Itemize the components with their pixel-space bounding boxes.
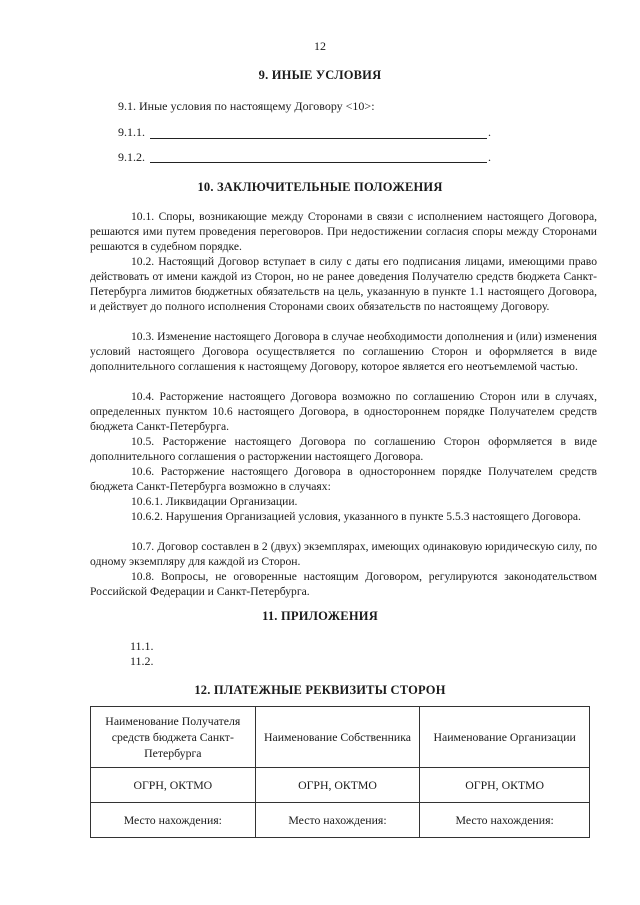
organization-ogrn-cell: ОГРН, ОКТМО: [420, 768, 590, 803]
organization-location-cell: Место нахождения:: [420, 803, 590, 838]
table-row: [91, 803, 590, 838]
clause-9-1-2-label: 9.1.2.: [118, 150, 145, 164]
paragraph-10-5: 10.5. Расторжение настоящего Договора по соглашению Сторон оформляется в виде дополнительного соглашения о расторжении настоящего Договора.: [90, 435, 597, 463]
section-10-heading: 10. ЗАКЛЮЧИТЕЛЬНЫЕ ПОЛОЖЕНИЯ: [197, 180, 443, 194]
table-header-row: [91, 707, 590, 768]
section-11-heading: 11. ПРИЛОЖЕНИЯ: [262, 609, 378, 623]
appendix-11-1: 11.1.: [130, 639, 154, 653]
paragraph-10-2: 10.2. Настоящий Договор вступает в силу с даты его подписания лицами, имеющими право действовать от имени каждой из Сторон, но не ранее доведения Получателю средств бюджета Санкт-Петербурга лимитов бюджетных обязательств на цель, указанную в пункте 1.1 настоящего Договора, и действует до полного исполнения Сторонами своих обязательств по настоящему Договору.: [90, 255, 597, 313]
paragraph-10-1: 10.1. Споры, возникающие между Сторонами в связи с исполнением настоящего Договора, решаются ими путем проведения переговоров. При недостижении согласия споры между Сторонами решаются в судебном порядке.: [90, 210, 597, 253]
organization-name-cell: Наименование Организации: [420, 707, 590, 768]
clause-9-1-1-blank[interactable]: [150, 138, 487, 139]
clause-9-1-1-period: .: [488, 125, 491, 139]
paragraph-10-6-1: 10.6.1. Ликвидации Организации.: [131, 495, 298, 508]
owner-location-cell: Место нахождения:: [255, 803, 420, 838]
owner-name-cell: Наименование Собственника: [255, 707, 420, 768]
recipient-ogrn-cell: ОГРН, ОКТМО: [91, 768, 256, 803]
section-9-heading: 9. ИНЫЕ УСЛОВИЯ: [258, 68, 382, 82]
payment-details-table: [90, 706, 590, 838]
clause-9-1-2-period: .: [488, 150, 491, 164]
recipient-name-cell: Наименование Получателя средств бюджета Санкт-Петербурга: [91, 707, 256, 768]
recipient-location-cell: Место нахождения:: [91, 803, 256, 838]
table-row: [91, 768, 590, 803]
page-number: 12: [314, 39, 326, 53]
paragraph-10-4: 10.4. Расторжение настоящего Договора возможно по соглашению Сторон или в случаях, определенных пунктом 10.6 настоящего Договора, в одностороннем порядке Получателем средств бюджета Санкт-Петербурга.: [90, 390, 597, 433]
section-12-heading: 12. ПЛАТЕЖНЫЕ РЕКВИЗИТЫ СТОРОН: [194, 683, 446, 697]
paragraph-10-8: 10.8. Вопросы, не оговоренные настоящим Договором, регулируются законодательством Российской Федерации и Санкт-Петербурга.: [90, 570, 597, 598]
clause-9-1-2-blank[interactable]: [150, 162, 487, 163]
paragraph-10-6: 10.6. Расторжение настоящего Договора в одностороннем порядке Получателем средств бюджета Санкт-Петербурга возможно в случаях:: [90, 465, 597, 493]
clause-9-1-1-label: 9.1.1.: [118, 125, 145, 139]
paragraph-10-7: 10.7. Договор составлен в 2 (двух) экземплярах, имеющих одинаковую юридическую силу, по одному экземпляру для каждой из Сторон.: [90, 540, 597, 568]
appendix-11-2: 11.2.: [130, 654, 154, 668]
paragraph-10-6-2: 10.6.2. Нарушения Организацией условия, указанного в пункте 5.5.3 настоящего Договора.: [131, 510, 581, 523]
paragraph-10-3: 10.3. Изменение настоящего Договора в случае необходимости дополнения и (или) изменения условий настоящего Договора осуществляется по соглашению Сторон и оформляется в виде дополнительного соглашения к настоящему Договору, которое является его неотъемлемой частью.: [90, 330, 597, 373]
section-9-intro: 9.1. Иные условия по настоящему Договору <10>:: [118, 99, 375, 113]
owner-ogrn-cell: ОГРН, ОКТМО: [255, 768, 420, 803]
